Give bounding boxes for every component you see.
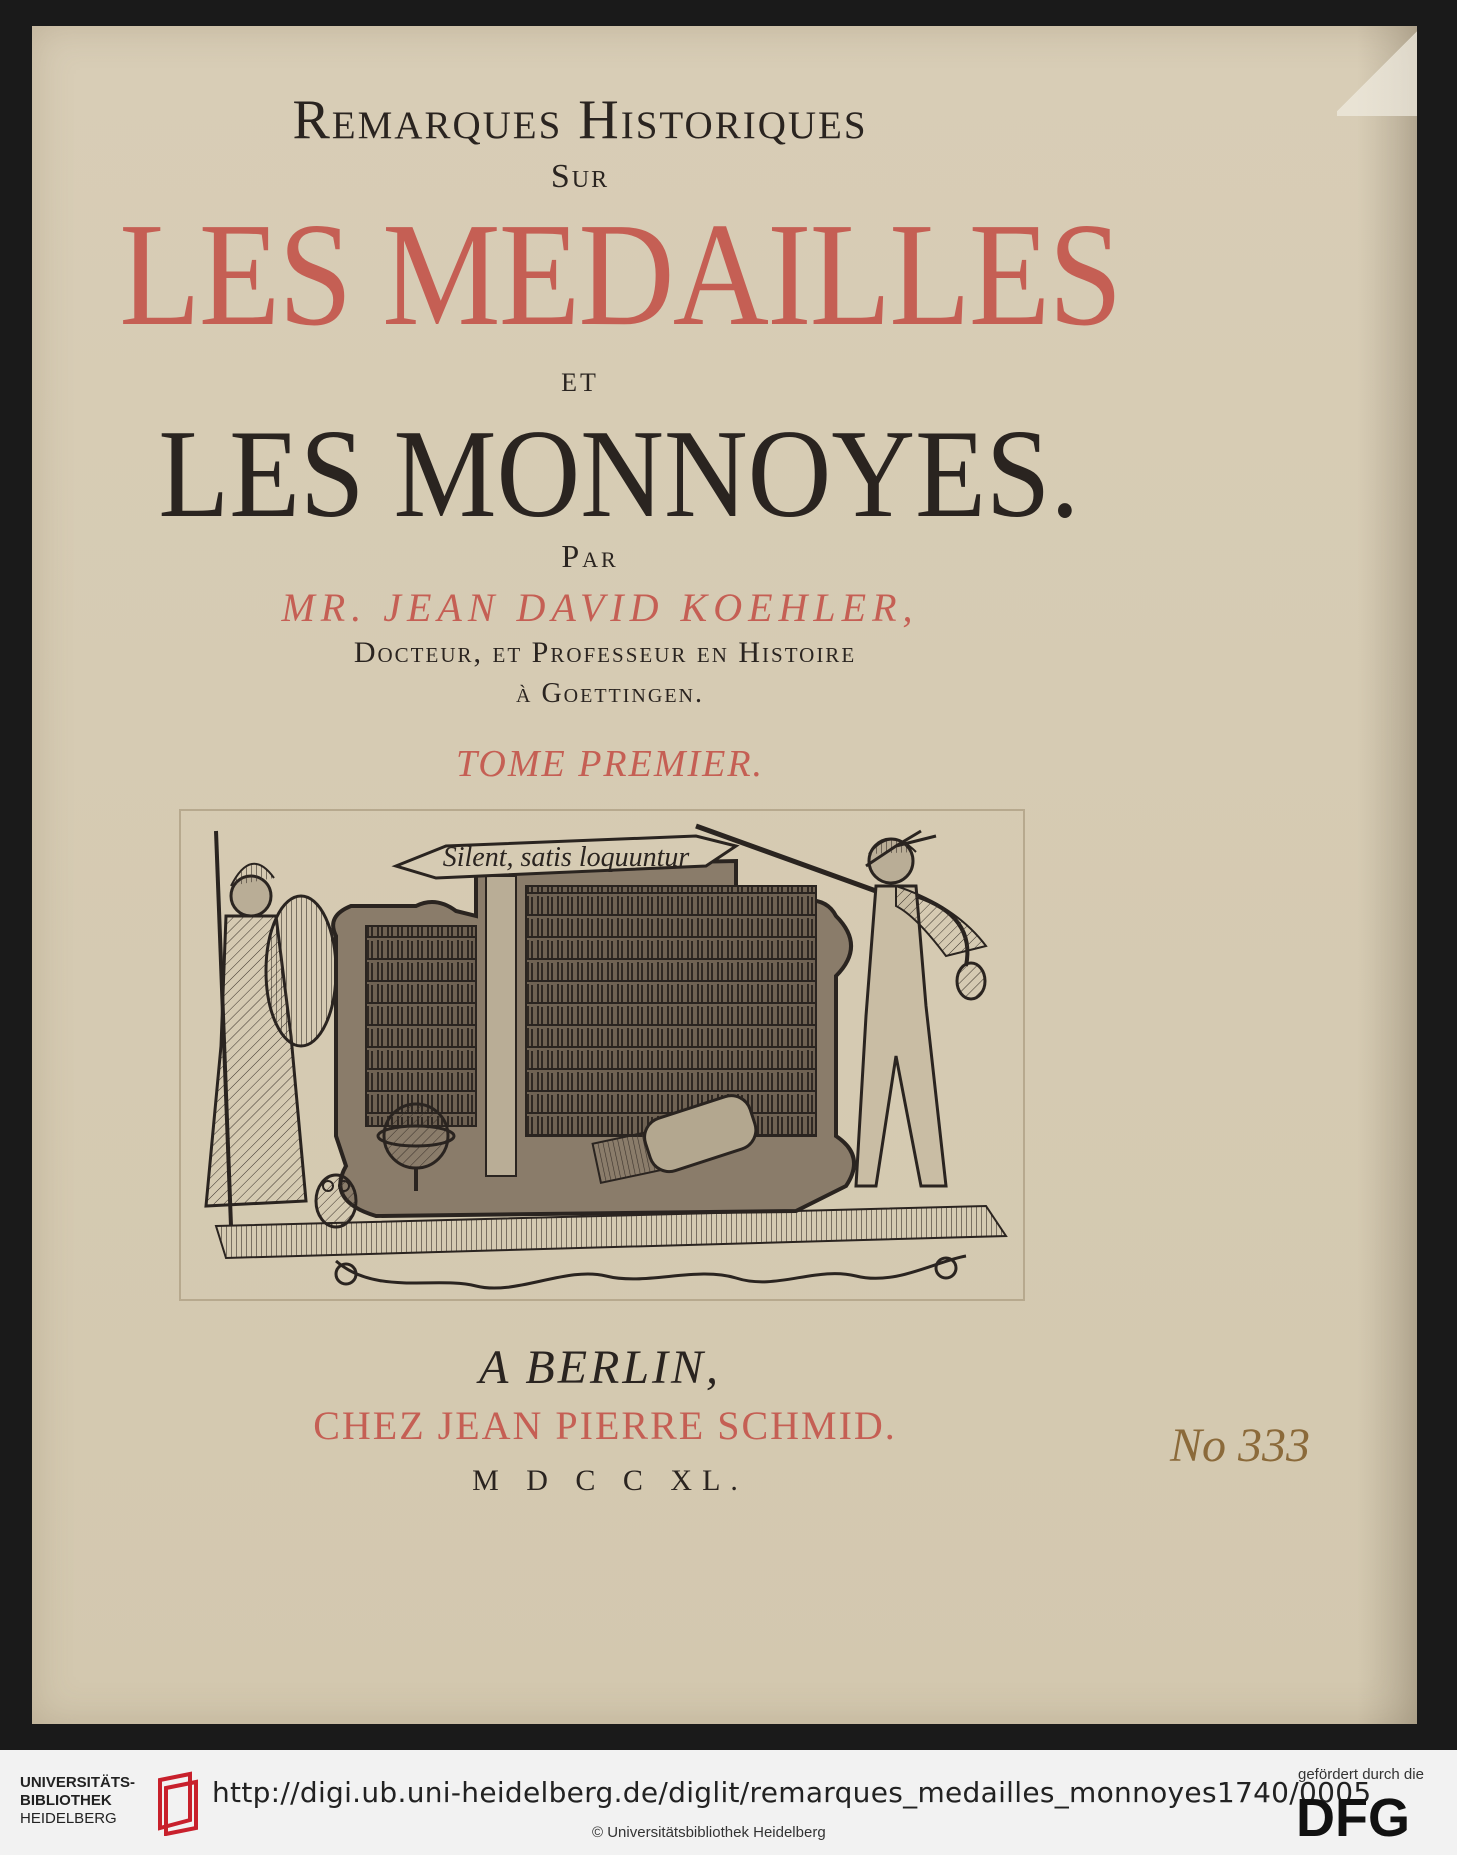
bookshelf-right	[526, 886, 816, 1136]
scroll-ornament	[336, 1256, 966, 1288]
globe-icon	[384, 1104, 448, 1168]
author-place: à Goettingen.	[516, 678, 704, 709]
dfg-logo-icon	[1296, 1786, 1440, 1842]
handwritten-shelf-number: No 333	[1170, 1419, 1311, 1472]
shield-icon	[266, 896, 336, 1046]
copyright-notice: © Universitätsbibliothek Heidelberg	[592, 1824, 826, 1841]
imprint-year: M D C C XL.	[472, 1464, 748, 1497]
imprint-publisher: CHEZ JEAN PIERRE SCHMID.	[313, 1403, 897, 1448]
ub-logo-line3: HEIDELBERG	[20, 1810, 117, 1827]
engraved-vignette	[176, 806, 1028, 1304]
motto-text: Silent, satis loquuntur	[442, 842, 690, 873]
permalink-url[interactable]: http://digi.ub.uni-heidelberg.de/diglit/remarques_medailles_monnoyes1740/0005	[212, 1776, 1372, 1809]
author-role: Docteur, et Professeur en Histoire	[353, 636, 857, 669]
author-name: MR. JEAN DAVID KOEHLER,	[281, 585, 919, 630]
pillar	[486, 876, 516, 1176]
owl-icon	[316, 1175, 356, 1227]
dfg-logo-text: DFG	[1296, 1788, 1410, 1842]
title-line-remarques: Remarques Historiques	[292, 89, 868, 151]
by-line-par: Par	[561, 538, 619, 574]
title-line-et: ET	[561, 368, 599, 397]
funder-caption: gefördert durch die	[1298, 1766, 1424, 1783]
page-corner-wear	[1337, 26, 1417, 116]
imprint-city: A BERLIN,	[478, 1341, 722, 1394]
minerva-figure	[206, 831, 336, 1226]
bookshelf-left	[366, 926, 476, 1126]
viewer-footer	[0, 1750, 1457, 1855]
ub-logo-line2: BIBLIOTHEK	[20, 1792, 112, 1809]
title-line-monnoyes: LES MONNOYES.	[158, 405, 1080, 544]
title-line-sur: Sur	[550, 158, 610, 195]
volume-label: TOME PREMIER.	[455, 743, 765, 785]
purse-icon	[957, 963, 985, 999]
title-line-medailles: LES MEDAILLES	[119, 193, 1121, 357]
ub-logo-line1: UNIVERSITÄTS-	[20, 1774, 136, 1791]
page-shadow	[1357, 26, 1417, 1724]
ub-book-logo-icon	[150, 1770, 204, 1836]
